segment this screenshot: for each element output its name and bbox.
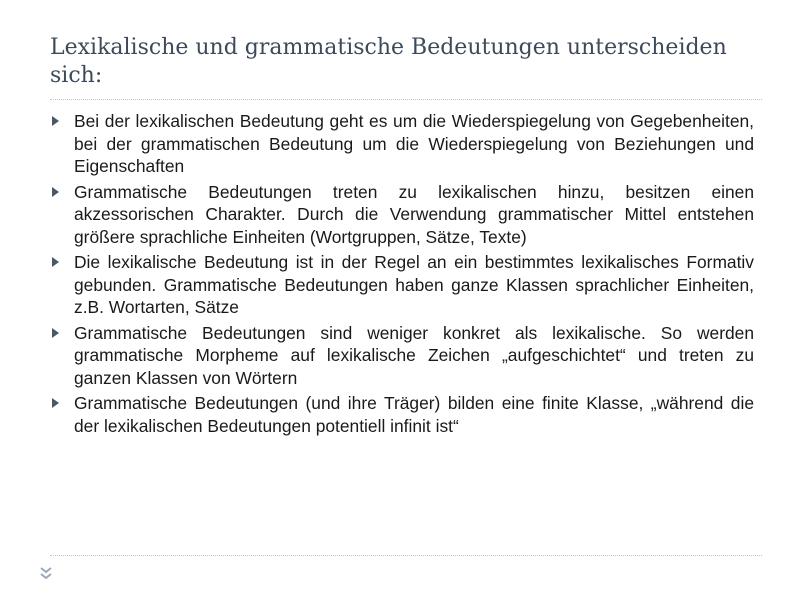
bullet-text: Grammatische Bedeutungen treten zu lexikalischen hinzu, besitzen einen akzessorischen Charakter. Durch die Verwendung grammatischer Mittel entstehen größere sprachliche Einheiten (Wortgruppen, Sätze, Texte) bbox=[74, 181, 754, 247]
bullet-text: Bei der lexikalischen Bedeutung geht es um die Wiederspiegelung von Gegebenheiten, bei der grammatischen Bedeutung um die Wiederspiegelung von Beziehungen und Eigenschaften bbox=[74, 111, 754, 176]
footer-divider bbox=[50, 555, 762, 556]
triangle-right-icon bbox=[52, 187, 59, 197]
bullet-item bbox=[50, 322, 754, 390]
bullet-text: Die lexikalische Bedeutung ist in der Regel an ein bestimmtes lexikalisches Formativ gebunden. Grammatische Bedeutungen haben ganze Klassen sprachlicher Einheiten, z.B. Wortarten, Sätze bbox=[74, 252, 754, 317]
triangle-right-icon bbox=[52, 257, 59, 267]
bullet-item bbox=[50, 251, 754, 319]
slide-title: Lexikalische und grammatische Bedeutungen unterscheiden sich: bbox=[50, 35, 727, 88]
bullet-item bbox=[50, 181, 754, 249]
bullet-text: Grammatische Bedeutungen (und ihre Träger) bilden eine finite Klasse, „während die der lexikalischen Bedeutungen potentiell infinit ist“ bbox=[74, 393, 754, 436]
title-divider bbox=[50, 99, 762, 100]
bullet-item bbox=[50, 110, 754, 178]
triangle-right-icon bbox=[52, 116, 59, 126]
bullet-list bbox=[50, 110, 754, 440]
triangle-right-icon bbox=[52, 398, 59, 408]
triangle-right-icon bbox=[52, 328, 59, 338]
bullet-item bbox=[50, 392, 754, 437]
bullet-text: Grammatische Bedeutungen sind weniger konkret als lexikalische. So werden grammatische Morpheme auf lexikalische Zeichen „aufgeschichtet“ und treten zu ganzen Klassen von Wörtern bbox=[74, 322, 754, 388]
double-chevron-down-icon[interactable] bbox=[38, 566, 54, 580]
